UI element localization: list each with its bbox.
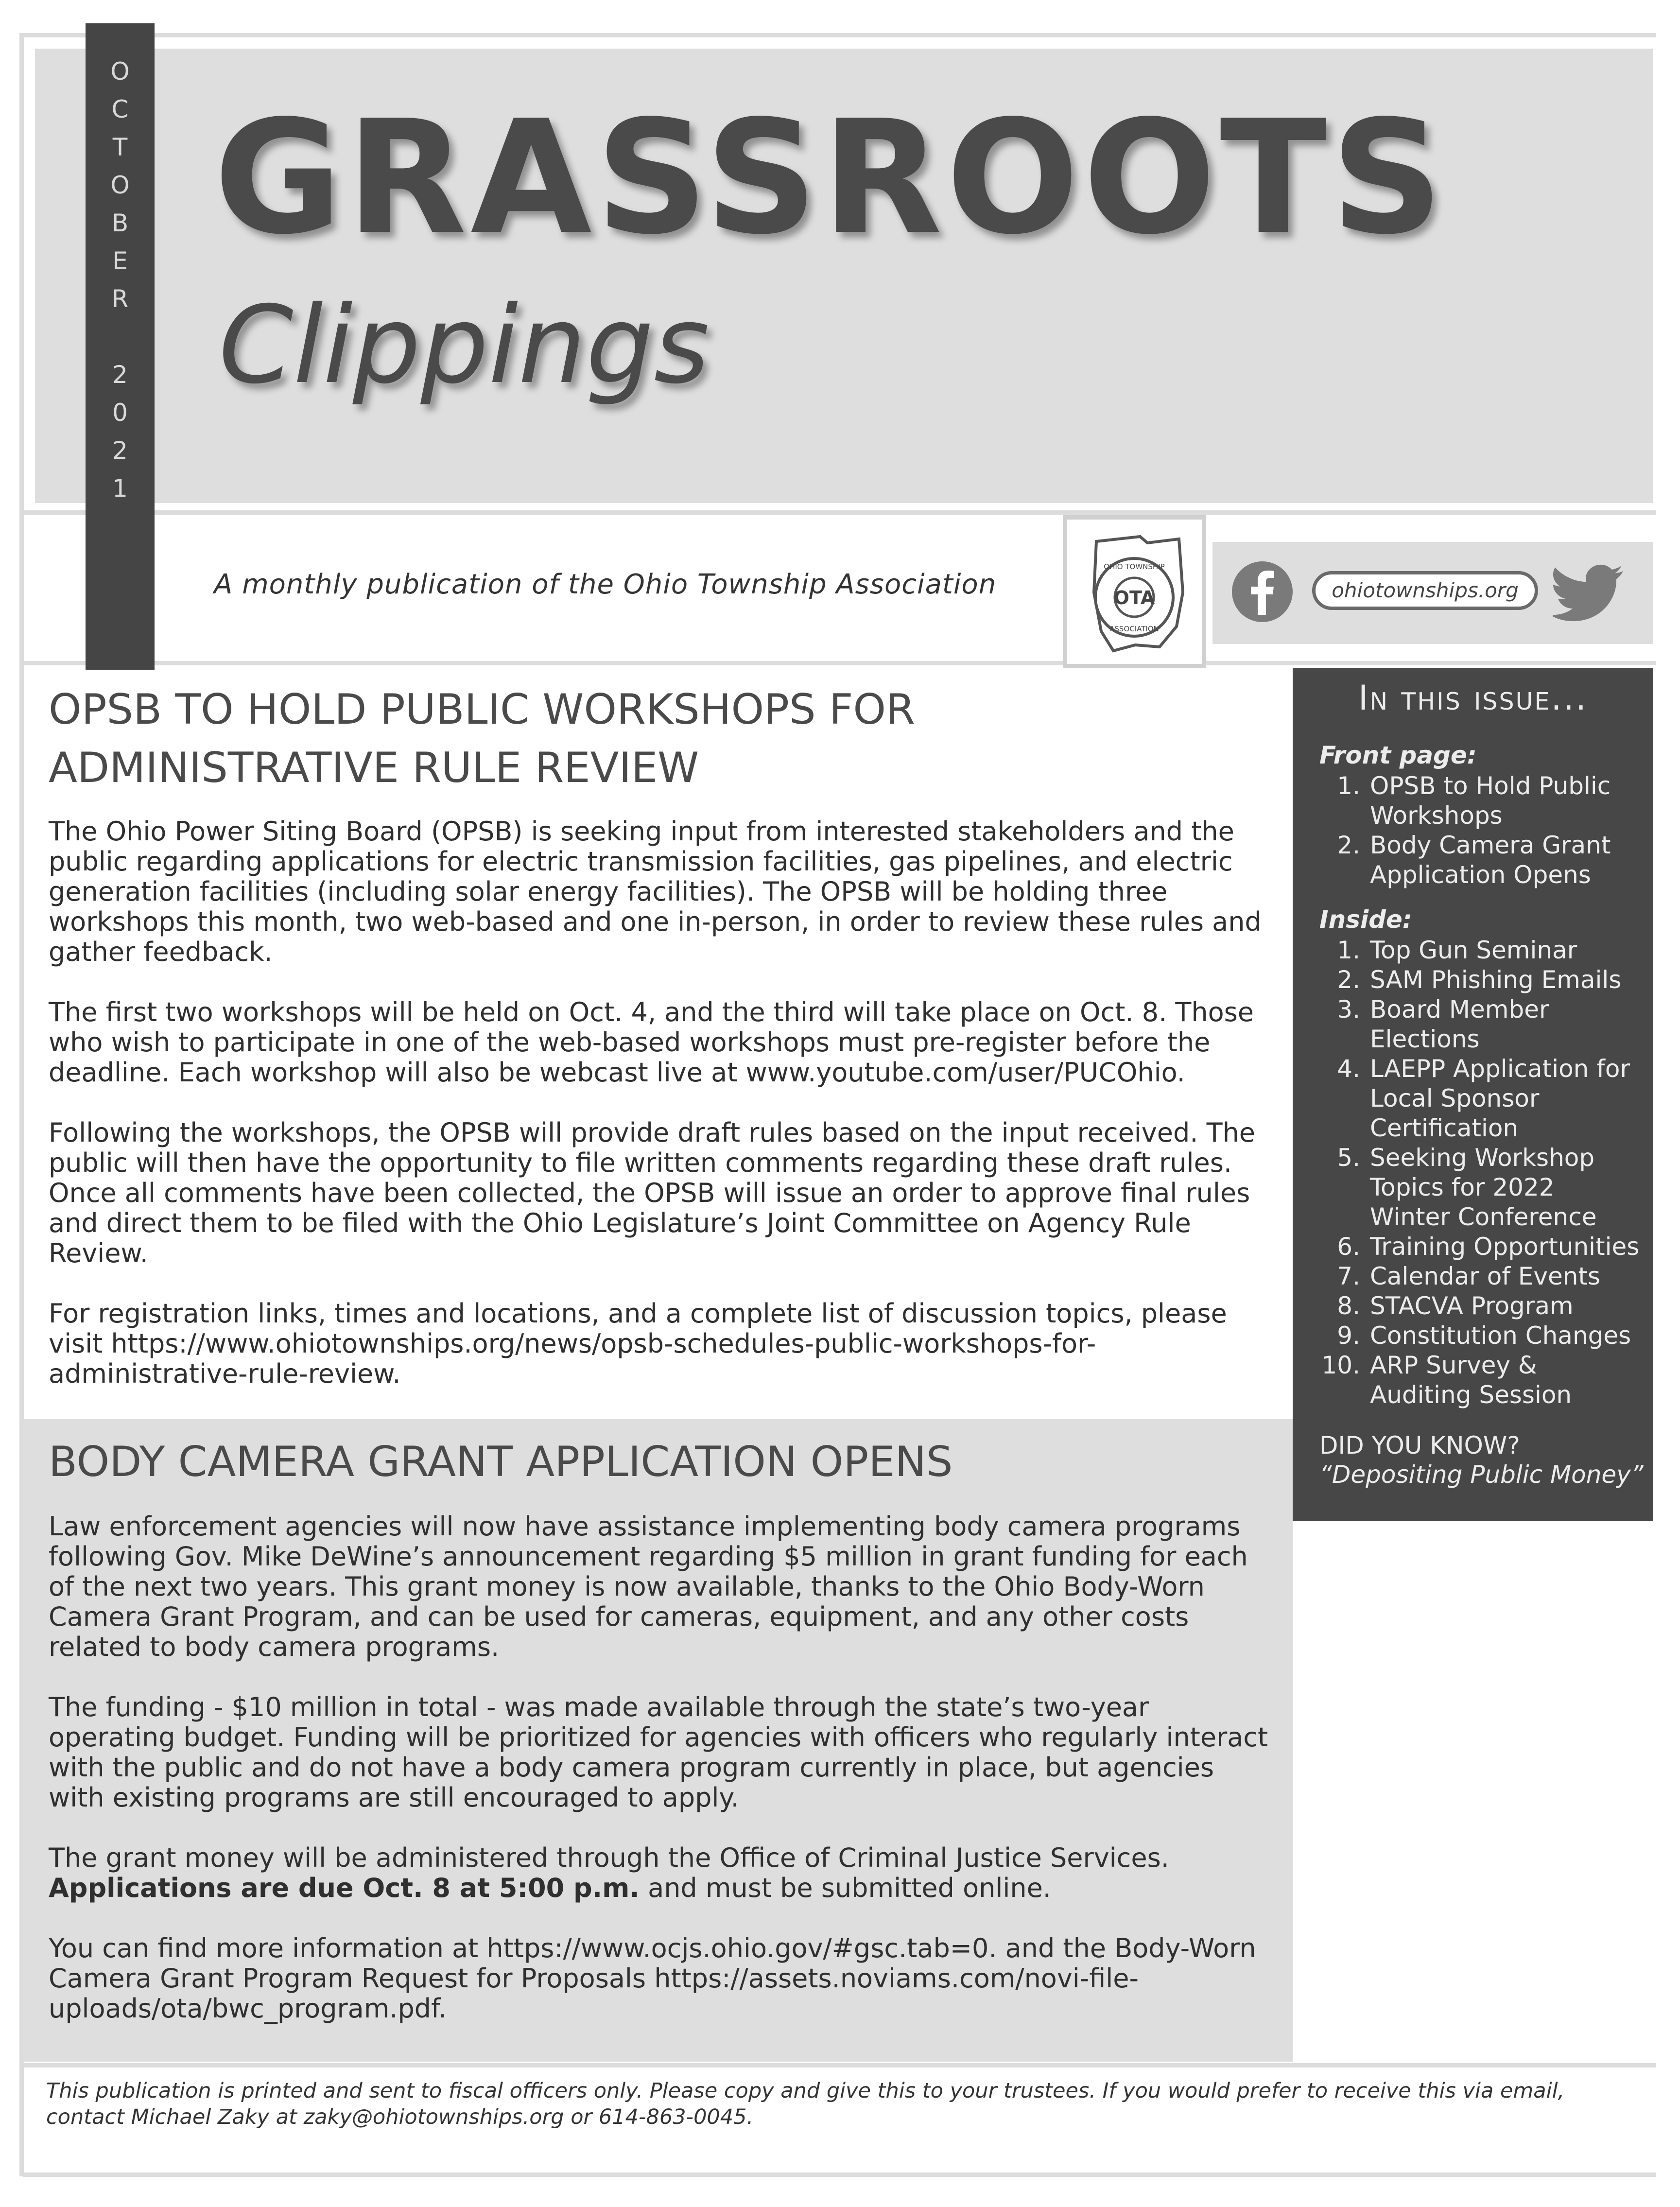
- article1-paragraph: The Ohio Power Siting Board (OPSB) is seeking input from interested stakeholders and the public regarding applications for electric transmission facilities, gas pipelines, and electric generation facilities (including solar energy facilities). The OPSB will be holding three workshops this month, two web-based and one in-person, in order to review these rules and gather feedback.: [49, 816, 1262, 967]
- sidebar-title: In this issue...: [1358, 678, 1588, 718]
- list-item[interactable]: 2. Body Camera Grant Application Opens: [1337, 831, 1611, 889]
- article2-paragraph: You can find more information at https://www.ocjs.ohio.gov/#gsc.tab=0. and the Body-Worn Camera Grant Program Request for Proposals https://assets.noviams.com/novi-file-uploads/ota/bwc_program.pdf.: [49, 1933, 1256, 2024]
- deadline-text: Applications are due Oct. 8 at 5:00 p.m.: [49, 1873, 640, 1903]
- svg-text:OTA: OTA: [1113, 587, 1155, 608]
- frame-top-line: [23, 33, 1656, 37]
- facebook-icon[interactable]: [1232, 561, 1293, 622]
- svg-text:OHIO TOWNSHIP: OHIO TOWNSHIP: [1104, 562, 1165, 571]
- article2-body: [49, 1512, 1273, 2054]
- footer-note: This publication is printed and sent to fiscal officers only. Please copy and give this to your trustees. If you would prefer to receive this via email, contact Michael Zaky at zaky@ohiotownships.org or 614-863-0045.: [46, 2079, 1565, 2129]
- inside-list: [1319, 936, 1640, 1410]
- article1-paragraph: For registration links, times and locations, and a complete list of discussion topics, please visit https://www.ohiotownships.org/news/opsb-schedules-public-workshops-for-administrative-rule-review.: [49, 1298, 1227, 1389]
- did-you-know-label: DID YOU KNOW?: [1319, 1431, 1520, 1460]
- list-item[interactable]: 1. Top Gun Seminar: [1337, 936, 1577, 964]
- article1-paragraph: The first two workshops will be held on Oct. 4, and the third will take place on Oct. 8. Those who wish to participate in one of the web-based workshops must pre-register before the deadline. Each workshop will also be webcast live at www.youtube.com/user/PUCOhio.: [49, 997, 1254, 1088]
- article2-paragraph: The grant money will be administered through the Office of Criminal Justice Services. Applications are due Oct. 8 at 5:00 p.m. and must be submitted online.: [49, 1842, 1169, 1903]
- article2-headline: BODY CAMERA GRANT APPLICATION OPENS: [49, 1438, 953, 1486]
- month-strip: O C T O B E R 2 0 2 1: [86, 23, 155, 670]
- article2-paragraph: The funding - $10 million in total - was made available through the state’s two-year operating budget. Funding will be prioritized for agencies with officers who regularly interact with the public and do not have a body camera program currently in place, but agencies with existing programs are still encouraged to apply.: [49, 1692, 1268, 1813]
- frame-bottom-line: [23, 2172, 1656, 2177]
- list-item[interactable]: 10. ARP Survey & Auditing Session: [1321, 1351, 1572, 1409]
- list-item[interactable]: 8. STACVA Program: [1337, 1292, 1574, 1320]
- article2-paragraph: Law enforcement agencies will now have assistance implementing body camera programs following Gov. Mike DeWine’s announcement regarding $5 million in grant funding for each of the next two years. This grant money is now available, thanks to the Ohio Body-Worn Camera Grant Program, and can be used for cameras, equipment, and any other costs related to body camera programs.: [49, 1511, 1248, 1662]
- list-item[interactable]: 1. OPSB to Hold Public Workshops: [1337, 772, 1611, 830]
- did-you-know-text[interactable]: “Depositing Public Money”: [1319, 1460, 1644, 1489]
- newsletter-subtitle: Clippings: [219, 283, 710, 407]
- list-item[interactable]: 4. LAEPP Application for Local Sponsor Certification: [1337, 1055, 1630, 1142]
- list-item[interactable]: 6. Training Opportunities: [1337, 1233, 1640, 1261]
- article1-headline: OPSB TO HOLD PUBLIC WORKSHOPS FOR ADMINISTRATIVE RULE REVIEW: [49, 685, 915, 793]
- twitter-icon[interactable]: [1553, 564, 1626, 622]
- list-item[interactable]: 2. SAM Phishing Emails: [1337, 966, 1622, 994]
- frame-footer-top-line: [23, 2063, 1656, 2068]
- svg-text:ASSOCIATION: ASSOCIATION: [1109, 625, 1159, 633]
- newsletter-title: GRASSROOTS: [214, 87, 1447, 269]
- frame-masthead-bottom-line: [23, 661, 1656, 665]
- article1-body: [49, 817, 1273, 1419]
- ota-logo: [1063, 515, 1206, 668]
- list-item[interactable]: 7. Calendar of Events: [1337, 1262, 1601, 1290]
- in-this-issue-sidebar: [1293, 668, 1653, 1521]
- front-page-list: [1319, 771, 1640, 890]
- article1-paragraph: Following the workshops, the OPSB will provide draft rules based on the input received. The public will then have the opportunity to file written comments regarding these draft rules. Once all comments have been collected, the OPSB will issue an order to approve final rules and direct them to be filed with the Ohio Legislature’s Joint Committee on Agency Rule Review.: [49, 1117, 1256, 1269]
- front-page-label: Front page:: [1319, 741, 1477, 769]
- list-item[interactable]: 9. Constitution Changes: [1337, 1321, 1631, 1350]
- list-item[interactable]: 5. Seeking Workshop Topics for 2022 Winter Conference: [1337, 1144, 1597, 1231]
- inside-label: Inside:: [1319, 905, 1412, 934]
- list-item[interactable]: 3. Board Member Elections: [1337, 995, 1549, 1053]
- website-link[interactable]: ohiotownships.org: [1312, 571, 1538, 610]
- tagline: A monthly publication of the Ohio Township Association: [214, 569, 997, 600]
- frame-mid-line: [23, 510, 1656, 515]
